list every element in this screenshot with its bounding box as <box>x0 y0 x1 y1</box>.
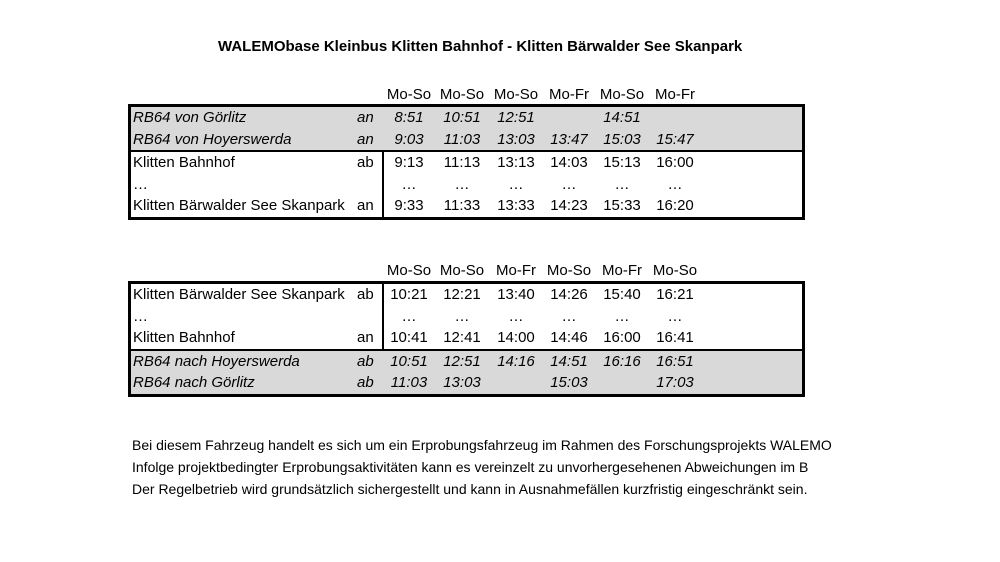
bus-stop-group <box>131 152 802 217</box>
time-cell: … <box>667 307 683 325</box>
station-name: Klitten Bahnhof <box>133 329 235 346</box>
time-cell: 15:03 <box>550 374 588 391</box>
day-label: Mo-So <box>386 262 432 279</box>
notes-block <box>132 434 862 500</box>
time-cell: 9:33 <box>394 197 424 214</box>
time-cell: 15:40 <box>603 286 641 303</box>
day-label: Mo-So <box>599 86 645 103</box>
time-cell: 16:00 <box>656 154 694 171</box>
time-cell: 15:33 <box>603 197 641 214</box>
time-cell: 14:46 <box>550 329 588 346</box>
note-line: Bei diesem Fahrzeug handelt es sich um ein Erprobungsfahrzeug im Rahmen des Forschungsprojekts WALEMO <box>132 437 832 453</box>
time-cell: 16:21 <box>656 286 694 303</box>
time-cell: … <box>401 175 417 193</box>
stop-type: ab <box>357 352 374 370</box>
day-label: Mo-So <box>386 86 432 103</box>
page-title: WALEMObase Kleinbus Klitten Bahnhof - Klitten Bärwalder See Skanpark <box>218 38 743 55</box>
day-label: Mo-So <box>439 262 485 279</box>
day-label: Mo-So <box>439 86 485 103</box>
station-name: Klitten Bärwalder See Skanpark <box>133 286 345 303</box>
time-cell: 16:00 <box>603 329 641 346</box>
note-line: Infolge projektbedingter Erprobungsaktivitäten kann es vereinzelt zu unvorhergesehenen Abweichungen im B <box>132 459 809 475</box>
time-cell: 10:41 <box>390 329 428 346</box>
day-label: Mo-So <box>652 262 698 279</box>
time-cell: … <box>561 175 577 193</box>
time-cell: 10:51 <box>390 352 428 370</box>
time-cell: 12:51 <box>497 109 535 126</box>
time-cell: … <box>667 175 683 193</box>
table2-day-header <box>0 262 1000 282</box>
stop-type: ab <box>357 374 374 391</box>
station-name: Klitten Bärwalder See Skanpark <box>133 197 345 214</box>
time-cell: 12:51 <box>443 352 481 370</box>
rail-connection-group <box>131 349 802 394</box>
time-cell: 13:47 <box>550 130 588 148</box>
time-cell: … <box>614 307 630 325</box>
table-row <box>131 107 802 129</box>
stop-type: an <box>357 197 374 214</box>
station-name: RB64 nach Hoyerswerda <box>133 352 300 370</box>
time-cell: … <box>614 175 630 193</box>
time-cell: 13:13 <box>497 154 535 171</box>
table-row <box>131 284 802 306</box>
time-cell: 13:33 <box>497 197 535 214</box>
time-cell: 14:16 <box>497 352 535 370</box>
time-cell: 12:41 <box>443 329 481 346</box>
stop-type: an <box>357 130 374 148</box>
table-row <box>131 327 802 349</box>
table-row <box>131 174 802 196</box>
timetable-return <box>128 281 805 397</box>
day-label: Mo-Fr <box>496 262 536 279</box>
table-row <box>131 372 802 394</box>
note-line: Der Regelbetrieb wird grundsätzlich sichergestellt und kann in Ausnahmefällen kurzfristig eingeschränkt sein. <box>132 481 808 497</box>
time-cell: 17:03 <box>656 374 694 391</box>
timetable-outbound <box>128 104 805 220</box>
time-cell: 16:41 <box>656 329 694 346</box>
time-cell: 11:03 <box>390 374 428 391</box>
time-cell: 15:13 <box>603 154 641 171</box>
table-row <box>131 129 802 151</box>
time-cell: 11:03 <box>443 130 481 148</box>
time-cell: 13:03 <box>443 374 481 391</box>
time-cell: 14:26 <box>550 286 588 303</box>
time-cell: 10:51 <box>443 109 481 126</box>
day-label: Mo-Fr <box>549 86 589 103</box>
station-name: RB64 von Hoyerswerda <box>133 130 292 148</box>
station-name: RB64 nach Görlitz <box>133 374 255 391</box>
time-cell: 9:13 <box>394 154 424 171</box>
stop-type: an <box>357 329 374 346</box>
time-cell: … <box>454 307 470 325</box>
time-cell: 13:03 <box>497 130 535 148</box>
day-label: Mo-So <box>493 86 539 103</box>
station-name: … <box>133 307 148 325</box>
time-cell: 14:51 <box>550 352 588 370</box>
station-name: Klitten Bahnhof <box>133 154 235 171</box>
table-row <box>131 351 802 373</box>
time-cell: … <box>454 175 470 193</box>
time-cell: 16:51 <box>656 352 694 370</box>
time-cell: 8:51 <box>394 109 424 126</box>
time-cell: 11:13 <box>443 154 481 171</box>
station-name: RB64 von Görlitz <box>133 109 247 126</box>
time-cell: 11:33 <box>443 197 481 214</box>
time-cell: 16:20 <box>656 197 694 214</box>
time-cell: 12:21 <box>443 286 481 303</box>
table-row <box>131 306 802 328</box>
time-cell: 15:03 <box>603 130 641 148</box>
table-row <box>131 152 802 174</box>
day-label: Mo-Fr <box>602 262 642 279</box>
stop-type: an <box>357 109 374 126</box>
time-cell: 14:51 <box>603 109 641 126</box>
table1-day-header <box>0 86 1000 106</box>
time-cell: 14:00 <box>497 329 535 346</box>
bus-stop-group <box>131 284 802 349</box>
time-cell: 14:03 <box>550 154 588 171</box>
time-cell: … <box>508 175 524 193</box>
time-cell: … <box>561 307 577 325</box>
table-row <box>131 195 802 217</box>
time-cell: 10:21 <box>390 286 428 303</box>
day-label: Mo-Fr <box>655 86 695 103</box>
stop-type: ab <box>357 286 374 303</box>
time-cell: 15:47 <box>656 130 694 148</box>
time-cell: 9:03 <box>394 130 424 148</box>
station-name: … <box>133 175 148 193</box>
time-cell: 14:23 <box>550 197 588 214</box>
time-cell: 16:16 <box>603 352 641 370</box>
time-cell: 13:40 <box>497 286 535 303</box>
time-cell: … <box>508 307 524 325</box>
time-cell: … <box>401 307 417 325</box>
stop-type: ab <box>357 154 374 171</box>
day-label: Mo-So <box>546 262 592 279</box>
rail-connection-group <box>131 107 802 152</box>
